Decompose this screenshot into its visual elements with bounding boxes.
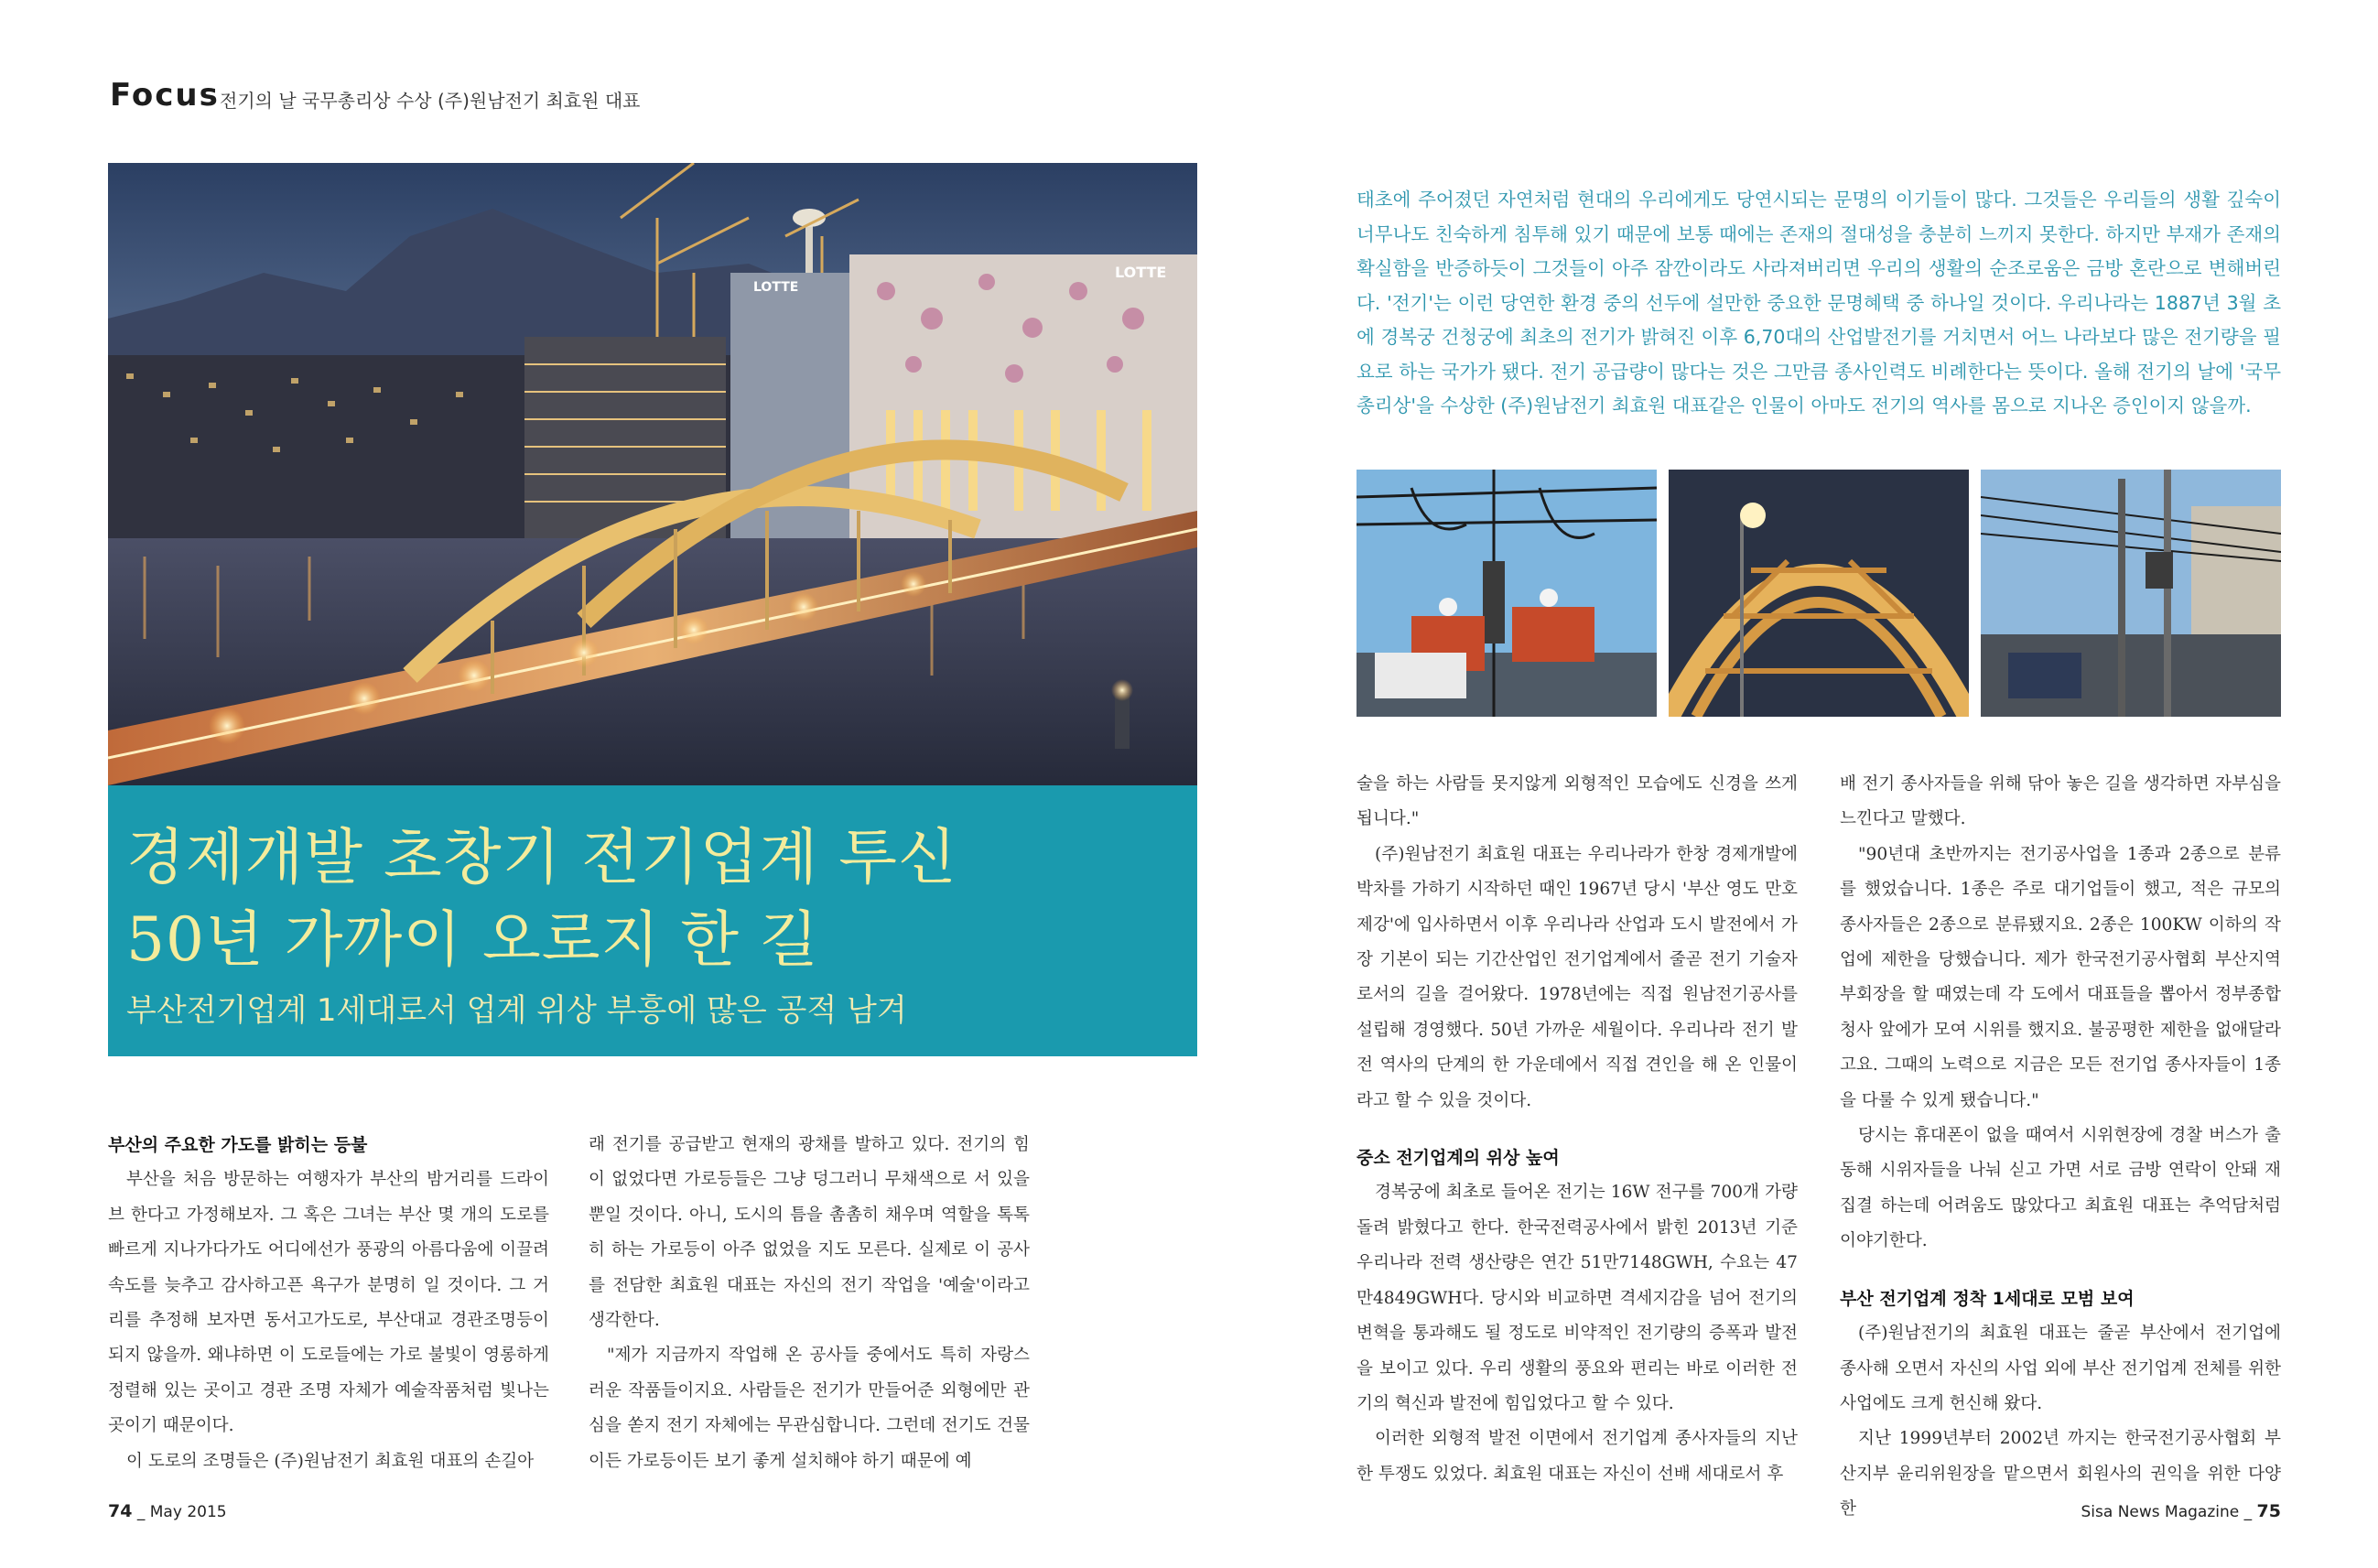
column-3-paragraph: 이러한 외형적 발전 이면에서 전기업계 종사자들의 지난한 투쟁도 있었다. 최효원 대표는 자신이 선배 세대로서 후 xyxy=(1357,1429,1798,1484)
body-column-2 xyxy=(589,1128,1030,1479)
section-label: Focus xyxy=(110,77,220,114)
line-workers-image xyxy=(1357,470,1657,717)
column-4-paragraph: "90년대 초반까지는 전기공사업을 1종과 2종으로 분류를 했었습니다. 1종은 주로 대기업들이 했고, 적은 규모의 종사자들은 2종으로 분류됐지요. 2종은 100KW 이하의 작업에 제한을 당했습니다. 제가 한국전기공사협회 부산지역 부회장을 할 때였는데 각 도에서 대표들을 뽑아서 정부종합청사 앞에가 모여 시위를 했지요. 불공평한 제한을 없애달라고요. 그때의 노력으로 지금은 모든 전기업 종사자들이 1종을 다룰 수 있게 됐습니다." xyxy=(1840,844,2281,1110)
column-4-paragraph: (주)원남전기의 최효원 대표는 줄곧 부산에서 전기업에 종사해 오면서 자신의 사업 외에 부산 전기업계 전체를 위한 사업에도 크게 헌신해 왔다. xyxy=(1840,1324,2281,1413)
column-2-paragraph: "제가 지금까지 작업해 온 공사들 중에서도 특히 자랑스러운 작품들이지요. 사람들은 전기가 만들어준 외형에만 관심을 쏟지 전기 자체에는 무관심합니다. 그런데 전기도 건물이든 가로등이든 보기 좋게 설치해야 하기 때문에 예 xyxy=(589,1346,1030,1471)
left-folio: 74 _ May 2015 xyxy=(108,1501,227,1521)
column-4-paragraph: 지난 1999년부터 2002년 까지는 한국전기공사협회 부산지부 윤리위원장을 맡으면서 회원사의 권익을 위한 다양한 xyxy=(1840,1429,2281,1519)
body-column-4 xyxy=(1840,767,2281,1528)
left-page-number: 74 xyxy=(108,1501,133,1521)
column-1-paragraph: 이 도로의 조명들은 (주)원남전기 최효원 대표의 손길아 xyxy=(126,1451,535,1471)
headline xyxy=(126,816,957,981)
column-3-paragraph: 경복궁에 최초로 들어온 전기는 16W 전구를 700개 가량 돌려 밝혔다고 한다. 한국전력공사에서 밝힌 2013년 기준 우리나라 전력 생산량은 연간 51만7148GWH, 수요는 47만4849GWH다. 당시와 비교하면 격세지감을 넘어 전기의 변혁을 통과해도 될 정도로 비약적인 전기량의 증폭과 발전을 보이고 있다. 우리 생활의 풍요와 편리는 바로 이러한 전기의 혁신과 발전에 힘입었다고 할 수 있다. xyxy=(1357,1183,1798,1413)
subheadline: 부산전기업계 1세대로서 업계 위상 부흥에 많은 공적 남겨 xyxy=(126,992,907,1029)
column-1-paragraph: 부산을 처음 방문하는 여행자가 부산의 밤거리를 드라이브 한다고 가정해보자. 그 혹은 그녀는 부산 몇 개의 도로를 빠르게 지나가다가도 어디에선가 풍광의 아름다움에 이끌려 속도를 늦추고 감사하고픈 욕구가 분명히 일 것이다. 그 거리를 추정해 보자면 동서고가도로, 부산대교 경관조명등이 되지 않을까. 왜냐하면 이 도로들에는 가로 불빛이 영롱하게 정렬해 있는 곳이고 경관 조명 자체가 예술작품처럼 빛나는 곳이기 때문이다. xyxy=(108,1170,549,1436)
issue-date: May 2015 xyxy=(149,1503,227,1521)
right-page-number: 75 xyxy=(2256,1501,2281,1521)
column-4-paragraph: 당시는 휴대폰이 없을 때여서 시위현장에 경찰 버스가 출동해 시위자들을 나눠 싣고 가면 서로 금방 연락이 안돼 재집결 하는데 어려움도 많았다고 최효원 대표는 추억담처럼 이야기한다. xyxy=(1840,1126,2281,1251)
column-4-heading: 부산 전기업계 정착 1세대로 모범 보여 xyxy=(1840,1288,2135,1309)
headline-banner xyxy=(108,785,1197,1056)
lead-paragraph: 태초에 주어졌던 자연처럼 현대의 우리에게도 당연시되는 문명의 이기들이 많다. 그것들은 우리들의 생활 깊숙이 너무나도 친숙하게 침투해 있기 때문에 보통 때에는 존재의 절대성을 충분히 느끼지 못한다. 하지만 부재가 존재의 확실함을 반증하듯이 그것들이 아주 잠깐이라도 사라져버리면 우리의 생활의 순조로움은 금방 혼란으로 변해버린다. '전기'는 이런 당연한 환경 중의 선두에 설만한 중요한 문명혜택 중 하나일 것이다. 우리나라는 1887년 3월 초에 경복궁 건청궁에 최초의 전기가 밝혀진 이후 6,70대의 산업발전기를 거치면서 어느 나라보다 많은 전기량을 필요로 하는 국가가 됐다. 전기 공급량이 많다는 것은 그만큼 종사인력도 비례한다는 뜻이다. 올해 전기의 날에 '국무총리상'을 수상한 (주)원남전기 최효원 대표같은 인물이 아마도 전기의 역사를 몸으로 지나온 증인이지 않을까. xyxy=(1357,189,2281,416)
right-folio: Sisa News Magazine _ 75 xyxy=(2081,1501,2281,1521)
column-2-paragraph: 래 전기를 공급받고 현재의 광채를 발하고 있다. 전기의 힘이 없었다면 가로등들은 그냥 덩그러니 무채색으로 서 있을 뿐일 것이다. 아니, 도시의 틈을 촘촘히 채우며 역할을 톡톡히 하는 가로등이 아주 없었을 지도 모른다. 실제로 이 공사를 전담한 최효원 대표는 자신의 전기 작업을 '예술'이라고 생각한다. xyxy=(589,1135,1030,1331)
photo-street-poles xyxy=(1981,470,2281,717)
lotte-sign-1: LOTTE xyxy=(753,280,799,295)
busan-bridge-night-image xyxy=(108,163,1197,785)
column-3-paragraph: (주)원남전기 최효원 대표는 우리나라가 한창 경제개발에 박차를 가하기 시작하던 때인 1967년 당시 '부산 영도 만호제강'에 입사하면서 이후 우리나라 산업과 도시 발전에서 가장 기본이 되는 기간산업인 전기업계에서 줄곧 전기 기술자로서의 길을 걸어왔다. 1978년에는 직접 원남전기공사를 설립해 경영했다. 50년 가까운 세월이다. 우리나라 전기 발전 역사의 단계의 한 가운데에서 직접 견인을 해 온 인물이라고 할 수 있을 것이다. xyxy=(1357,844,1798,1110)
magazine-name: Sisa News Magazine xyxy=(2081,1503,2240,1521)
column-1-heading: 부산의 주요한 가도를 밝히는 등불 xyxy=(108,1135,368,1155)
photo-bridge-arch xyxy=(1669,470,1969,717)
column-4-paragraph: 배 전기 종사자들을 위해 닦아 놓은 길을 생각하면 자부심을 느낀다고 말했다. xyxy=(1840,774,2281,829)
bridge-arch-image xyxy=(1669,470,1969,717)
hero-photo xyxy=(108,163,1197,785)
body-column-1 xyxy=(108,1128,549,1479)
section-subtitle: 전기의 날 국무총리상 수상 (주)원남전기 최효원 대표 xyxy=(220,90,641,112)
column-3-heading: 중소 전기업계의 위상 높여 xyxy=(1357,1148,1560,1169)
lotte-sign-2: LOTTE xyxy=(1115,264,1167,281)
photo-line-workers xyxy=(1357,470,1657,717)
headline-line-1: 경제개발 초창기 전기업계 투신 xyxy=(126,822,957,892)
street-poles-image xyxy=(1981,470,2281,717)
headline-line-2: 50년 가까이 오로지 한 길 xyxy=(126,904,819,975)
body-column-3 xyxy=(1357,767,1798,1492)
column-3-paragraph: 술을 하는 사람들 못지않게 외형적인 모습에도 신경을 쓰게 됩니다." xyxy=(1357,774,1798,829)
